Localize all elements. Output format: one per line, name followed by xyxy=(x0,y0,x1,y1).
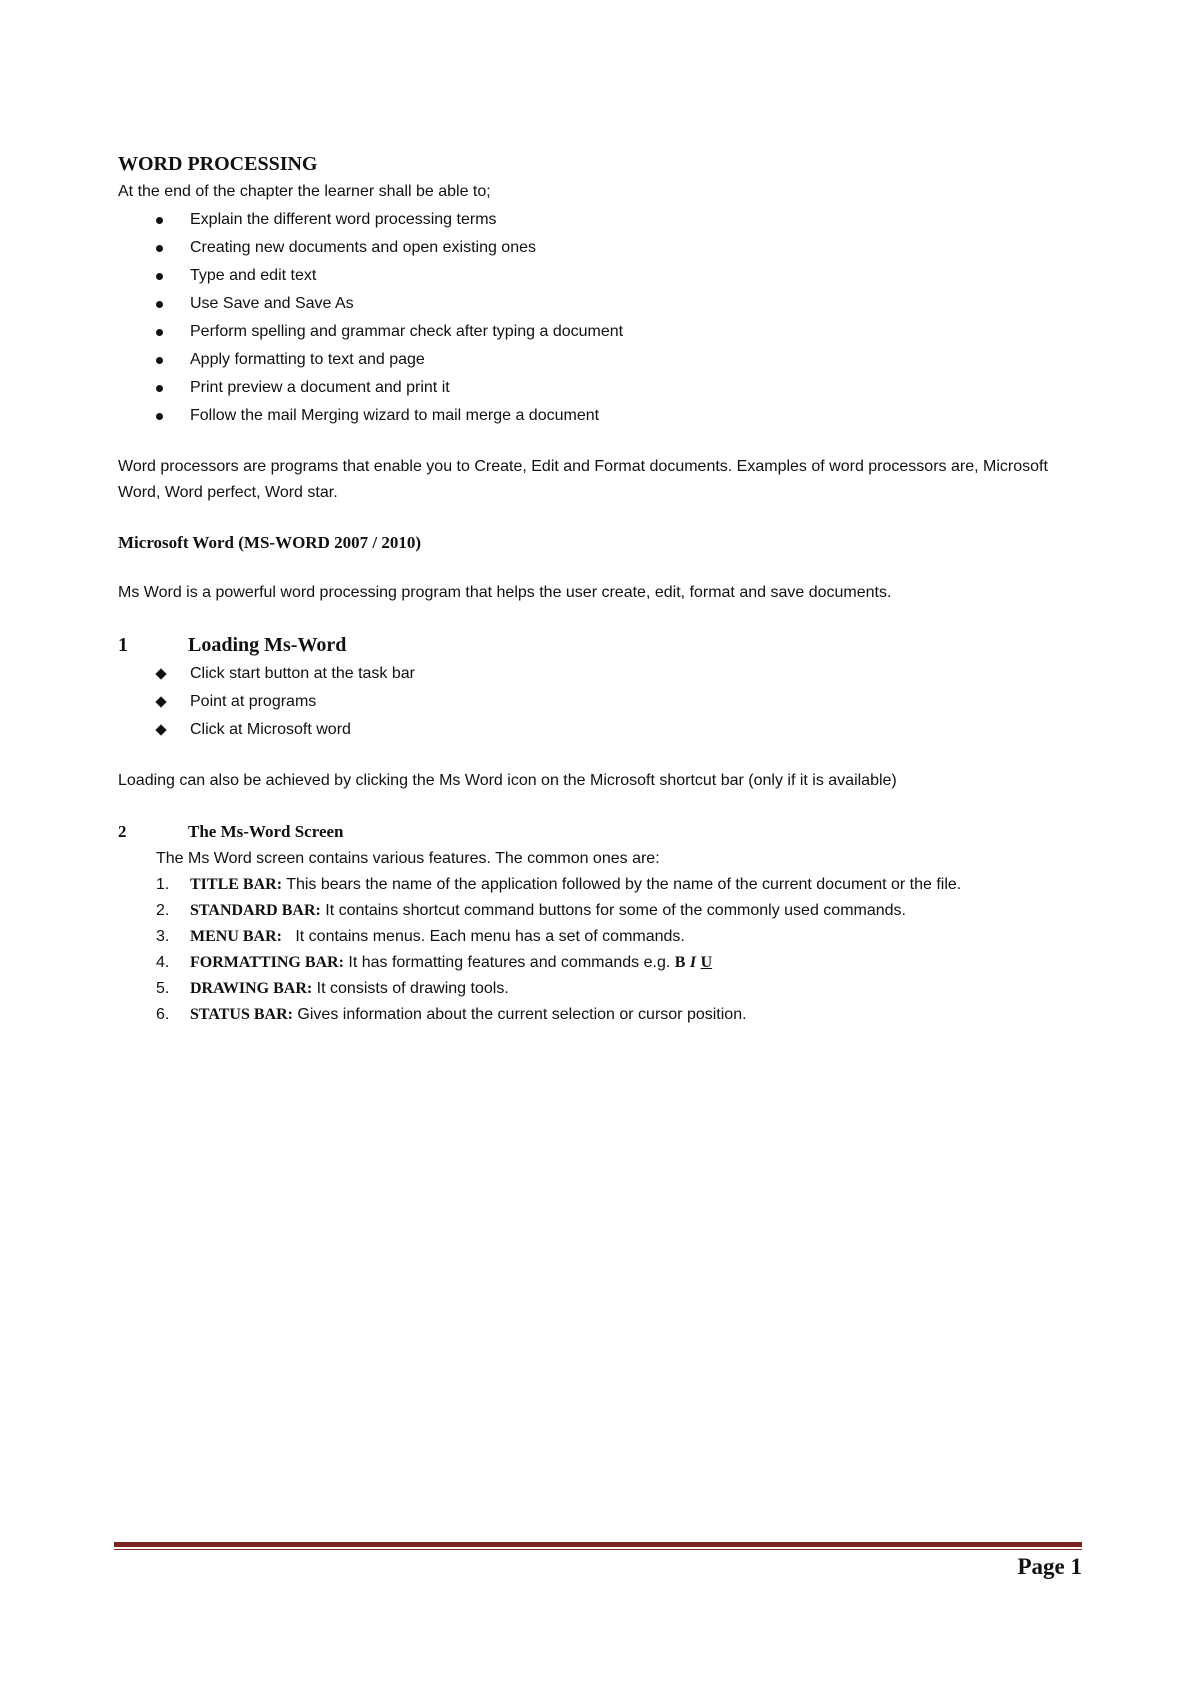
definition-paragraph: Word processors are programs that enable you to Create, Edit and Format documents. Examples of word processors are, Microsoft Word, Word perfect, Word star. xyxy=(118,458,1048,501)
list-item: Use Save and Save As xyxy=(156,290,1078,318)
italic-sample: I xyxy=(689,954,697,971)
feature-desc: It consists of drawing tools. xyxy=(312,980,509,997)
screen-intro: The Ms Word screen contains various features. The common ones are: xyxy=(156,850,660,867)
list-item: Apply formatting to text and page xyxy=(156,346,1078,374)
spacer xyxy=(118,430,1078,454)
spacer xyxy=(118,506,1078,530)
spacer xyxy=(118,556,1078,580)
bullet-icon xyxy=(156,357,163,364)
page-number: Page 1 xyxy=(1017,1554,1082,1579)
list-item: 1. TITLE BAR: This bears the name of the application followed by the name of the current document or the file. xyxy=(156,876,962,893)
loading-steps-list xyxy=(118,660,1078,744)
bullet-icon xyxy=(156,385,163,392)
list-item: Point at programs xyxy=(156,688,1078,716)
feature-term: STANDARD BAR: xyxy=(190,902,321,919)
bullet-icon xyxy=(156,329,163,336)
underline-sample: U xyxy=(700,954,713,971)
bullet-icon xyxy=(156,273,163,280)
bullet-icon xyxy=(156,301,163,308)
list-item: 4. FORMATTING BAR: It has formatting features and commands e.g. B I U xyxy=(156,954,713,971)
list-item: Creating new documents and open existing ones xyxy=(156,234,1078,262)
ms-word-description: Ms Word is a powerful word processing program that helps the user create, edit, format and save documents. xyxy=(118,584,892,601)
feature-term: TITLE BAR: xyxy=(190,876,283,893)
section-heading-loading xyxy=(118,630,1078,660)
bold-sample: B xyxy=(674,954,686,971)
section-title: The Ms-Word Screen xyxy=(188,822,344,841)
list-item: 6. STATUS BAR: Gives information about the current selection or cursor position. xyxy=(156,1006,747,1023)
page-title: WORD PROCESSING xyxy=(118,153,318,175)
diamond-bullet-icon xyxy=(155,696,166,707)
screen-features-list xyxy=(118,872,1078,1028)
diamond-bullet-icon xyxy=(155,724,166,735)
document-body xyxy=(118,150,1078,1028)
feature-term: MENU BAR: xyxy=(190,928,282,945)
spacer xyxy=(118,606,1078,630)
list-item: Explain the different word processing terms xyxy=(156,206,1078,234)
feature-term: FORMATTING BAR: xyxy=(190,954,344,971)
list-item: 2. STANDARD BAR: It contains shortcut command buttons for some of the commonly used commands. xyxy=(156,902,906,919)
list-item: 3. MENU BAR: It contains menus. Each menu has a set of commands. xyxy=(156,928,685,945)
list-item: Click at Microsoft word xyxy=(156,716,1078,744)
feature-term: STATUS BAR: xyxy=(190,1006,293,1023)
diamond-bullet-icon xyxy=(155,668,166,679)
feature-desc: It contains shortcut command buttons for some of the commonly used commands. xyxy=(320,902,906,919)
list-item: Click start button at the task bar xyxy=(156,660,1078,688)
bullet-icon xyxy=(156,217,163,224)
list-item: Print preview a document and print it xyxy=(156,374,1078,402)
spacer xyxy=(118,794,1078,818)
list-item: Perform spelling and grammar check after typing a document xyxy=(156,318,1078,346)
list-item: Type and edit text xyxy=(156,262,1078,290)
feature-desc: This bears the name of the application followed by the name of the current document or the file. xyxy=(282,876,962,893)
feature-term: DRAWING BAR: xyxy=(190,980,313,997)
feature-desc: It has formatting features and commands e.g. xyxy=(343,954,675,971)
feature-desc: It contains menus. Each menu has a set of commands. xyxy=(282,928,685,945)
section-number: 1 xyxy=(118,634,128,656)
spacer xyxy=(118,744,1078,768)
section-number: 2 xyxy=(118,822,127,841)
footer-divider xyxy=(114,1542,1082,1550)
section-heading-screen xyxy=(118,818,1078,846)
bullet-icon xyxy=(156,413,163,420)
feature-desc: Gives information about the current selection or cursor position. xyxy=(292,1006,747,1023)
objectives-list xyxy=(118,206,1078,430)
section-title: Loading Ms-Word xyxy=(188,634,347,656)
list-item: Follow the mail Merging wizard to mail merge a document xyxy=(156,402,1078,430)
list-item: 5. DRAWING BAR: It consists of drawing tools. xyxy=(156,980,509,997)
chapter-intro: At the end of the chapter the learner shall be able to; xyxy=(118,183,491,200)
loading-note: Loading can also be achieved by clicking the Ms Word icon on the Microsoft shortcut bar (only if it is available) xyxy=(118,772,897,789)
ms-word-heading: Microsoft Word (MS-WORD 2007 / 2010) xyxy=(118,533,421,552)
bullet-icon xyxy=(156,245,163,252)
